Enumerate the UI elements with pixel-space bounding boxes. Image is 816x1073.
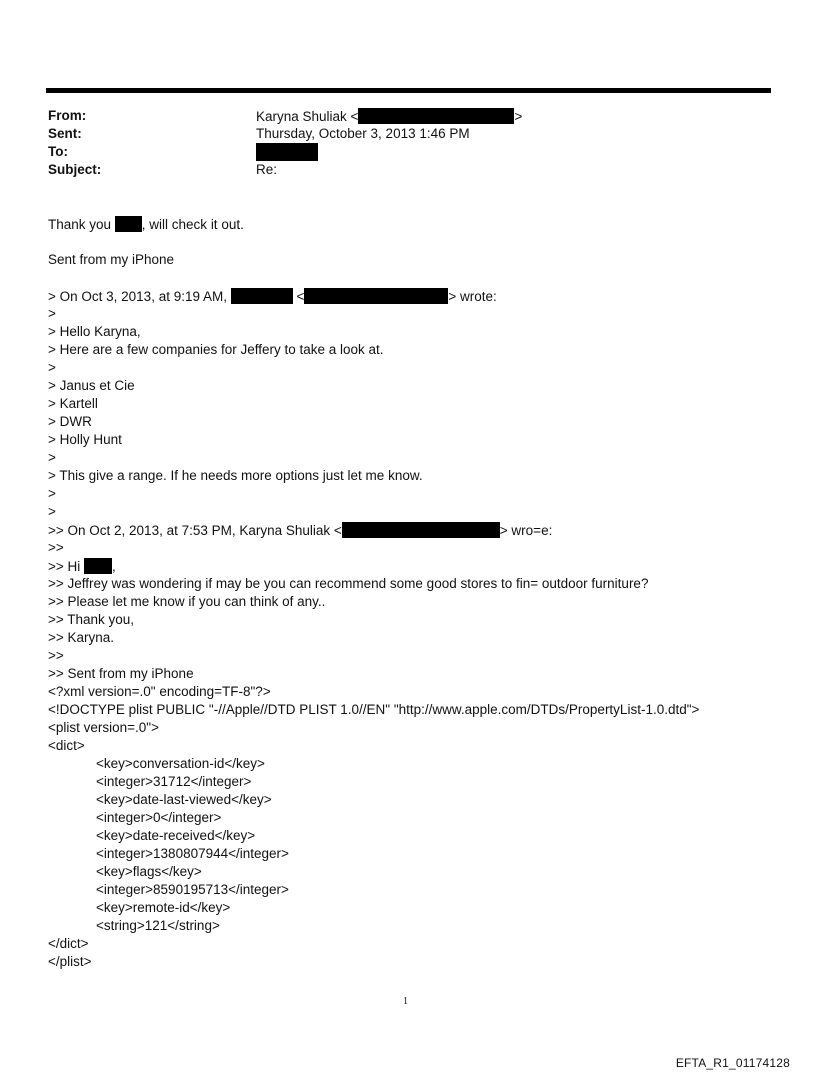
to-value	[256, 143, 318, 161]
body-line: >>	[48, 540, 64, 555]
plist-line: <dict>	[48, 738, 85, 753]
body-line	[48, 216, 244, 232]
from-value	[256, 108, 522, 124]
plist-line: <key>flags</key>	[96, 864, 202, 879]
body-line: >	[48, 486, 56, 501]
plist-line: <integer>31712</integer>	[96, 774, 252, 789]
plist-line: <key>date-last-viewed</key>	[96, 792, 272, 807]
body-line: > DWR	[48, 414, 92, 429]
body-text: > wro=e:	[499, 523, 553, 538]
body-line: Sent from my iPhone	[48, 252, 175, 267]
page-number: 1	[403, 996, 408, 1007]
body-line: >> Thank you,	[48, 612, 135, 627]
body-line: >> Please let me know if you can think of any..	[48, 594, 326, 609]
body-line	[48, 558, 116, 574]
body-text: Thank you	[48, 217, 115, 232]
plist-line: </plist>	[48, 954, 92, 969]
plist-line: <string>121</string>	[96, 918, 220, 933]
body-line: >	[48, 360, 56, 375]
redaction-block	[358, 108, 514, 124]
sent-value: Thursday, October 3, 2013 1:46 PM	[256, 126, 470, 141]
body-line	[48, 522, 552, 538]
body-text: > On Oct 3, 2013, at 9:19 AM,	[48, 289, 231, 304]
header-rule	[46, 88, 771, 93]
redaction-block	[342, 522, 500, 538]
body-line: >> Karyna.	[48, 630, 115, 645]
plist-line: <?xml version=.0" encoding=TF-8"?>	[48, 684, 271, 699]
plist-line: <!DOCTYPE plist PUBLIC "-//Apple//DTD PLIST 1.0//EN" "http://www.apple.com/DTDs/PropertyList-1.0.dtd">	[48, 702, 700, 717]
body-text: >> On Oct 2, 2013, at 7:53 PM, Karyna Shuliak <	[48, 523, 342, 538]
plist-line: </dict>	[48, 936, 89, 951]
plist-line: <integer>8590195713</integer>	[96, 882, 289, 897]
body-text: ,	[112, 559, 116, 574]
plist-line: <integer>1380807944</integer>	[96, 846, 289, 861]
body-line	[48, 288, 497, 304]
sent-label: Sent:	[48, 126, 82, 141]
redaction-block	[256, 143, 318, 161]
document-id: EFTA_R1_01174128	[675, 1056, 790, 1070]
body-line: >> Jeffrey was wondering if may be you can recommend some good stores to fin= outdoor furniture?	[48, 576, 649, 591]
body-line: >	[48, 306, 56, 321]
redaction-block	[115, 216, 142, 232]
redaction-block	[84, 558, 112, 574]
from-close: >	[514, 109, 523, 124]
plist-line: <key>date-received</key>	[96, 828, 256, 843]
plist-line: <integer>0</integer>	[96, 810, 222, 825]
body-line: > Kartell	[48, 396, 98, 411]
plist-line: <key>remote-id</key>	[96, 900, 231, 915]
from-label: From:	[48, 108, 87, 123]
to-label: To:	[48, 144, 68, 159]
body-line: > Here are a few companies for Jeffery to take a look at.	[48, 342, 384, 357]
body-line: >	[48, 504, 56, 519]
from-name: Karyna Shuliak <	[256, 109, 359, 124]
body-text: > wrote:	[448, 289, 497, 304]
subject-label: Subject:	[48, 162, 102, 177]
body-text: , will check it out.	[141, 217, 244, 232]
body-text: >> Hi	[48, 559, 85, 574]
body-line: > This give a range. If he needs more options just let me know.	[48, 468, 423, 483]
body-text: <	[292, 289, 305, 304]
redaction-block	[231, 288, 293, 304]
body-line: >> Sent from my iPhone	[48, 666, 194, 681]
plist-line: <plist version=.0">	[48, 720, 159, 735]
body-line: >	[48, 450, 56, 465]
body-line: > Hello Karyna,	[48, 324, 141, 339]
body-line: >>	[48, 648, 64, 663]
plist-line: <key>conversation-id</key>	[96, 756, 265, 771]
body-line: > Janus et Cie	[48, 378, 135, 393]
redaction-block	[304, 288, 448, 304]
body-line: > Holly Hunt	[48, 432, 122, 447]
subject-value: Re:	[256, 162, 278, 177]
